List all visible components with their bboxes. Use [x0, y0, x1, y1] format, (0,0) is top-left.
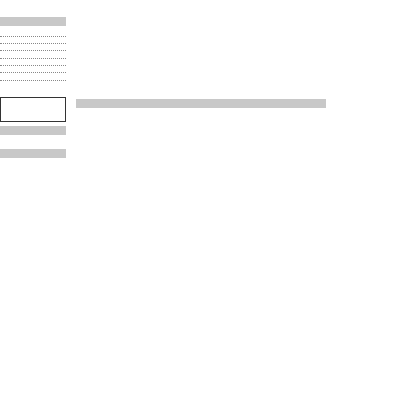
left-band-3 [0, 149, 66, 158]
table-row [0, 59, 66, 66]
mid-paragraph [76, 88, 326, 94]
table-row [0, 66, 66, 73]
table-row [0, 30, 66, 37]
left-after-band-line-1 [0, 139, 66, 145]
left-after-table-line-2 [0, 87, 66, 93]
left-column [0, 0, 66, 400]
right-column [336, 0, 400, 210]
left-parameter-table [0, 30, 66, 81]
left-intro-line-2 [0, 6, 66, 12]
left-band-2 [0, 126, 66, 135]
right-paragraph [336, 44, 400, 50]
section-banner [76, 99, 326, 108]
mid-paragraph [76, 131, 326, 137]
left-tail-line-2 [0, 169, 66, 175]
middle-column [76, 0, 326, 372]
table-row [0, 73, 66, 80]
table-row [0, 44, 66, 51]
note-box-line-3 [4, 113, 62, 119]
table-row [0, 51, 66, 58]
table-row [0, 37, 66, 44]
left-band-1 [0, 17, 66, 26]
left-note-box [0, 97, 66, 122]
